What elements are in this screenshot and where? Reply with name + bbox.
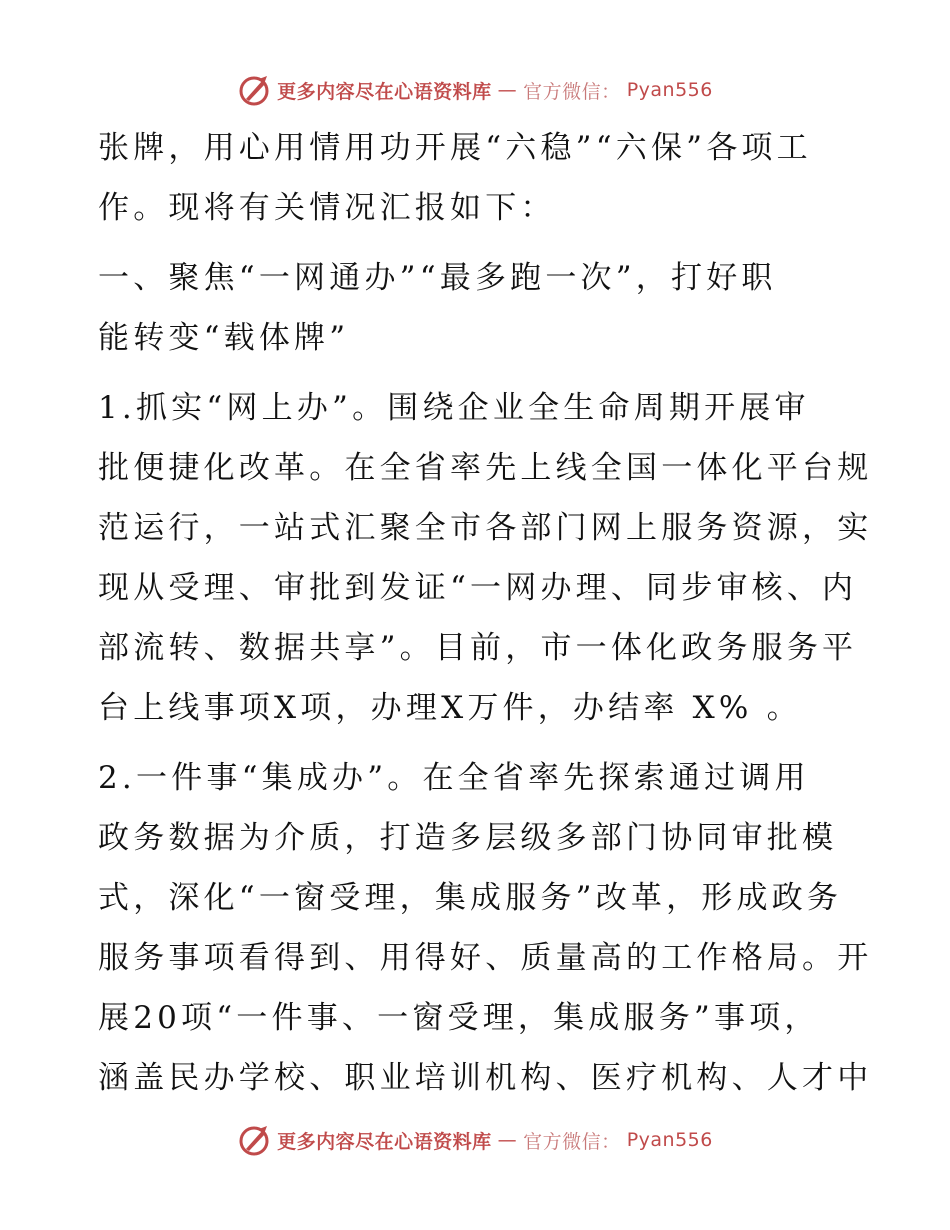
quill-seal-logo-icon — [237, 1123, 271, 1157]
text-line: 2.一件事“集成办”。在全省率先探索通过调用 — [98, 760, 810, 796]
text-line: 现从受理、审批到发证“一网办理、同步审核、内 — [98, 570, 858, 606]
paragraph-item-1 — [98, 378, 873, 738]
text-line: 式，深化“一窗受理，集成服务”改革，形成政务 — [98, 880, 843, 916]
text-line: 批便捷化改革。在全省率先上线全国一体化平台规 — [98, 450, 873, 486]
watermark-sub-text: 官方微信： — [523, 1130, 621, 1153]
text-line: 政务数据为介质，打造多层级多部门协同审批模 — [98, 820, 838, 856]
watermark-dash: — — [497, 1129, 518, 1151]
document-body — [98, 118, 873, 1108]
paragraph-item-2 — [98, 748, 873, 1108]
text-line: 展20项“一件事、一窗受理，集成服务”事项， — [98, 1000, 820, 1036]
footer-watermark — [0, 1120, 950, 1160]
watermark-wechat-id: Pyan556 — [626, 1129, 713, 1151]
text-line: 一、聚焦“一网通办”“最多跑一次”，打好职 — [98, 260, 777, 296]
text-line: 能转变“载体牌” — [98, 320, 350, 356]
watermark-sub-text: 官方微信： — [523, 80, 621, 103]
text-line: 服务事项看得到、用得好、质量高的工作格局。开 — [98, 940, 873, 976]
text-line: 部流转、数据共享”。目前，市一体化政务服务平 — [98, 630, 858, 666]
paragraph-intro — [98, 118, 858, 238]
section-heading-1 — [98, 248, 858, 368]
text-line: 涵盖民办学校、职业培训机构、医疗机构、人才中 — [98, 1060, 873, 1096]
watermark-main-text: 更多内容尽在心语资料库 — [277, 1130, 492, 1153]
watermark-wechat-id: Pyan556 — [626, 79, 713, 101]
header-watermark — [0, 70, 950, 110]
text-line: 范运行，一站式汇聚全市各部门网上服务资源，实 — [98, 510, 873, 546]
watermark-dash: — — [497, 79, 518, 101]
text-line: 1.抓实“网上办”。围绕企业全生命周期开展审 — [98, 390, 810, 426]
text-line: 作。现将有关情况汇报如下： — [98, 190, 556, 226]
quill-seal-logo-icon — [237, 73, 271, 107]
text-line: 台上线事项X项，办理X万件，办结率 X% 。 — [98, 690, 802, 726]
watermark-main-text: 更多内容尽在心语资料库 — [277, 80, 492, 103]
text-line: 张牌，用心用情用功开展“六稳”“六保”各项工 — [98, 130, 812, 166]
